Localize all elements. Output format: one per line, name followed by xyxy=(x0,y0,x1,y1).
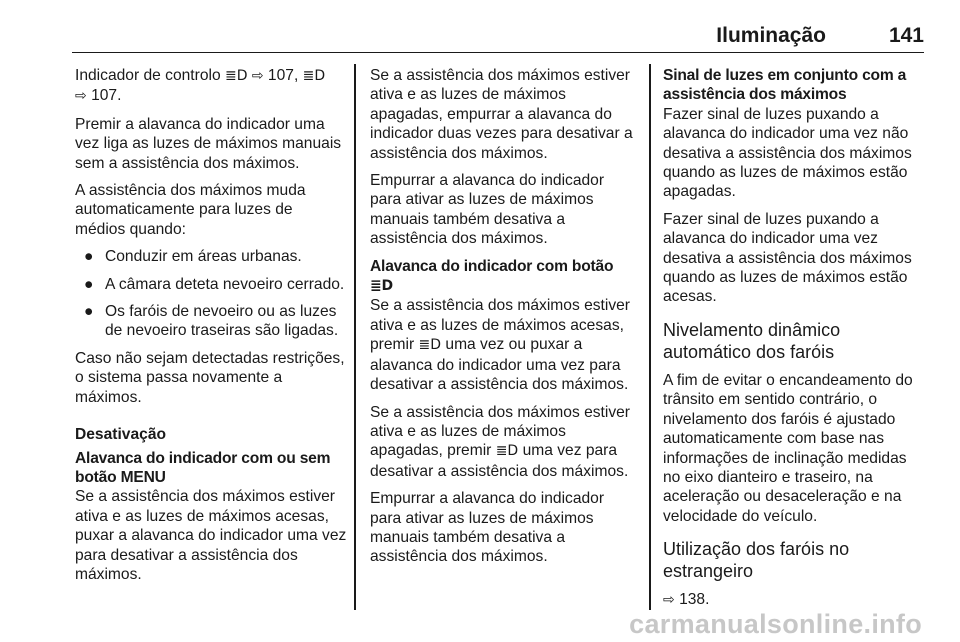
bullet-icon: ● xyxy=(84,303,94,321)
column-1 xyxy=(75,66,347,592)
paragraph: Premir a alavanca do indicador uma vez liga as luzes de máximos manuais sem a assistência dos máximos. xyxy=(75,115,342,172)
list-item: ● Conduzir em áreas urbanas. xyxy=(84,248,302,266)
subsection-heading: Alavanca do indicador com botão ≣D xyxy=(370,257,614,295)
paragraph: Se a assistência dos máximos estiver ativa e as luzes de máximos acesas, puxar a alavanca do indicador uma vez para desativar a assistência dos máximos. xyxy=(75,488,347,583)
paragraph: Fazer sinal de luzes puxando a alavanca do indicador uma vez não desativa a assistência dos máximos quando as luzes de máximos estão apagadas. xyxy=(663,105,912,201)
column-divider xyxy=(354,64,356,610)
column-2 xyxy=(370,66,635,575)
reference-arrow-icon: ⇨ xyxy=(251,68,264,84)
section-heading: Nivelamento dinâmico automático dos faróis xyxy=(663,319,841,362)
watermark: carmanualsonline.info xyxy=(629,609,922,639)
subsection-heading: Alavanca do indicador com ou sem botão MENU xyxy=(75,449,331,486)
bullet-icon: ● xyxy=(84,248,94,266)
subsection-heading: Sinal de luzes em conjunto com a assistência dos máximos xyxy=(663,67,907,104)
paragraph: Indicador de controlo ≣D ⇨ 107, ≣D ⇨ 107. xyxy=(75,67,326,105)
paragraph: Fazer sinal de luzes puxando a alavanca do indicador uma vez desativa a assistência dos máximos quando as luzes de máximos estão acesas. xyxy=(663,210,912,306)
paragraph: A assistência dos máximos muda automaticamente para luzes de médios quando: xyxy=(75,182,306,238)
bullet-list xyxy=(75,247,347,341)
section-heading: Utilização dos faróis no estrangeiro xyxy=(663,539,850,582)
paragraph: Caso não sejam detectadas restrições, o sistema passa novamente a máximos. xyxy=(75,349,345,406)
high-beam-icon: ≣D xyxy=(302,68,326,84)
paragraph: ⇨ 138. xyxy=(663,591,710,609)
paragraph: Empurrar a alavanca do indicador para ativar as luzes de máximos manuais também desativa a assistência dos máximos. xyxy=(370,490,605,566)
section-heading: Desativação xyxy=(75,426,167,444)
column-3 xyxy=(663,66,925,619)
paragraph: Empurrar a alavanca do indicador para ativar as luzes de máximos manuais também desativa a assistência dos máximos. xyxy=(370,172,605,248)
high-beam-assist-icon: ≣D xyxy=(418,337,442,354)
column-divider xyxy=(649,64,651,610)
list-item: ● Os faróis de nevoeiro ou as luzes de nevoeiro traseiras são ligadas. xyxy=(84,303,339,340)
bullet-icon: ● xyxy=(84,275,94,293)
high-beam-assist-icon: ≣D xyxy=(370,278,393,295)
high-beam-assist-icon: ≣D xyxy=(224,68,248,84)
reference-arrow-icon: ⇨ xyxy=(75,88,87,105)
reference-arrow-icon: ⇨ xyxy=(663,592,675,609)
page-number: 141 xyxy=(888,24,924,47)
paragraph: Se a assistência dos máximos estiver ativa e as luzes de máximos apagadas, empurrar a alavanca do indicador duas vezes para desativar a assistência dos máximos. xyxy=(370,67,633,162)
paragraph: Se a assistência dos máximos estiver ativa e as luzes de máximos acesas, premir ≣D uma vez ou puxar a alavanca do indicador uma vez para desativar a assistência dos máximos. xyxy=(370,297,630,394)
paragraph: Se a assistência dos máximos estiver ativa e as luzes de máximos apagadas, premir ≣D uma vez para desativar a assistência dos máximos. xyxy=(370,403,630,480)
paragraph: A fim de evitar o encandeamento do trânsito em sentido contrário, o nivelamento dos faróis é ajustado automaticamente com base nas informações de inclinação medidas no eixo dianteiro e traseiro, na aceleração ou desaceleração e na velocidade do veículo. xyxy=(663,371,913,525)
page-title: Iluminação xyxy=(716,24,826,47)
list-item: ● A câmara deteta nevoeiro cerrado. xyxy=(84,275,345,293)
page-header xyxy=(72,22,924,53)
high-beam-assist-icon: ≣D xyxy=(495,443,519,460)
